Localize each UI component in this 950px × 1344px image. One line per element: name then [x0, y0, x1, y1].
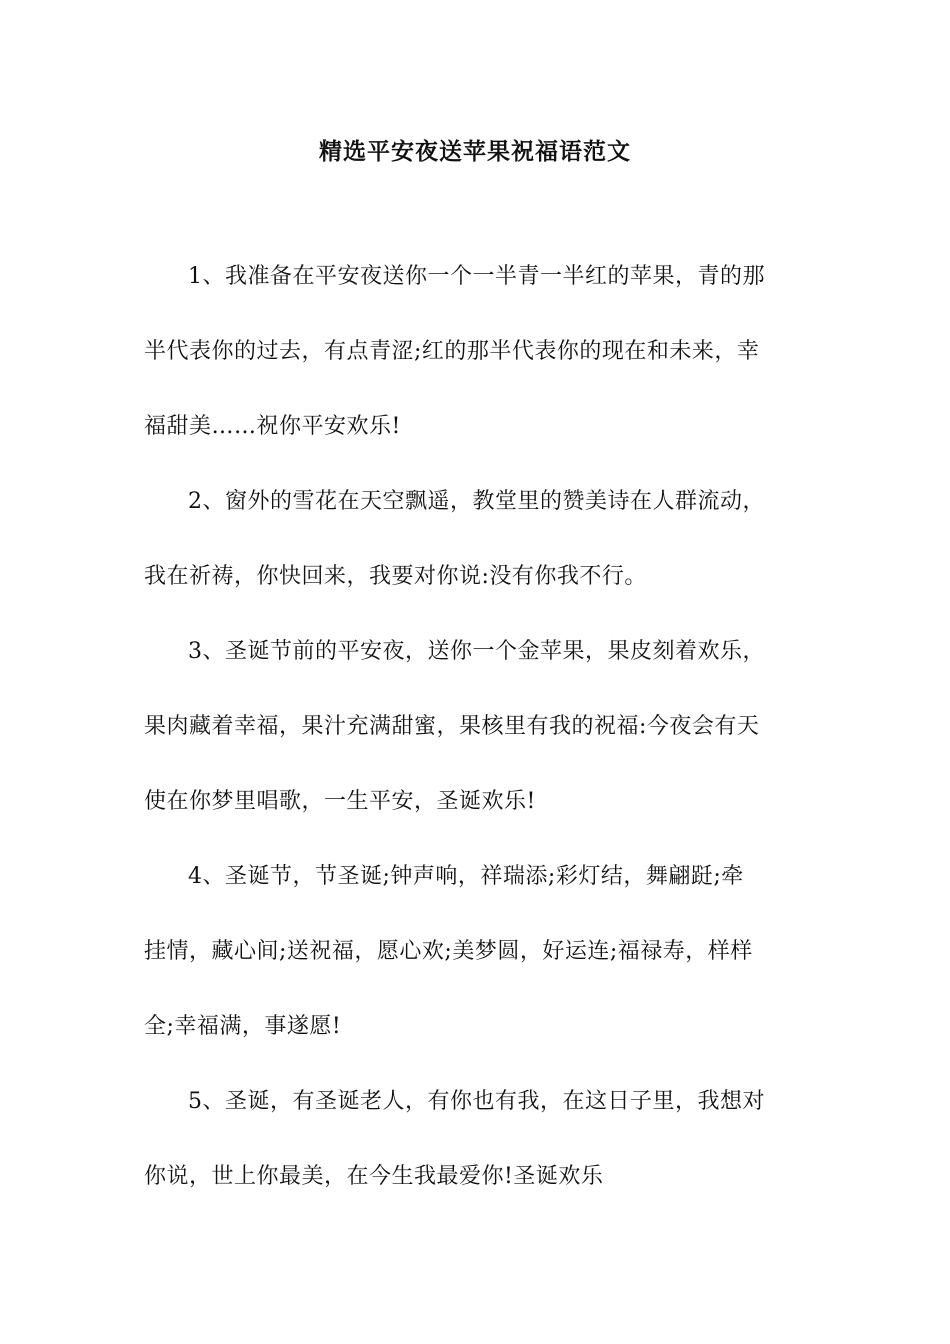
paragraph-gap — [144, 820, 808, 858]
paragraph-1 — [144, 258, 808, 445]
paragraph-4 — [144, 858, 808, 1045]
document-title: 精选平安夜送苹果祝福语范文 — [319, 138, 631, 165]
paragraph-line: 福甜美……祝你平安欢乐! — [144, 414, 401, 439]
paragraph-line: 4、圣诞节，节圣诞;钟声响，祥瑞添;彩灯结，舞翩跹;牵 — [188, 864, 744, 889]
paragraph-line: 挂情，藏心间;送祝福，愿心欢;美梦圆，好运连;福禄寿，样样 — [144, 939, 753, 964]
paragraph-line: 全;幸福满，事遂愿! — [144, 1014, 342, 1039]
paragraph-line: 3、圣诞节前的平安夜，送你一个金苹果，果皮刻着欢乐， — [188, 639, 765, 664]
paragraph-line: 1、我准备在平安夜送你一个一半青一半红的苹果，青的那 — [188, 264, 765, 289]
paragraph-gap — [144, 445, 808, 483]
paragraph-2 — [144, 483, 808, 595]
paragraph-line: 果肉藏着幸福，果汁充满甜蜜，果核里有我的祝福:今夜会有天 — [144, 714, 760, 739]
paragraph-line: 2、窗外的雪花在天空飘遥，教堂里的赞美诗在人群流动， — [188, 489, 765, 514]
paragraph-line: 半代表你的过去，有点青涩;红的那半代表你的现在和未来，幸 — [144, 339, 760, 364]
paragraph-gap — [144, 595, 808, 633]
paragraph-gap — [144, 1045, 808, 1083]
document-body — [144, 258, 808, 1195]
paragraph-5 — [144, 1083, 808, 1195]
paragraph-line: 我在祈祷，你快回来，我要对你说:没有你我不行。 — [144, 564, 647, 589]
paragraph-line: 使在你梦里唱歌，一生平安，圣诞欢乐! — [144, 789, 536, 814]
paragraph-line: 你说，世上你最美，在今生我最爱你!圣诞欢乐 — [144, 1164, 604, 1189]
paragraph-3 — [144, 633, 808, 820]
paragraph-line: 5、圣诞，有圣诞老人，有你也有我，在这日子里，我想对 — [188, 1089, 765, 1114]
